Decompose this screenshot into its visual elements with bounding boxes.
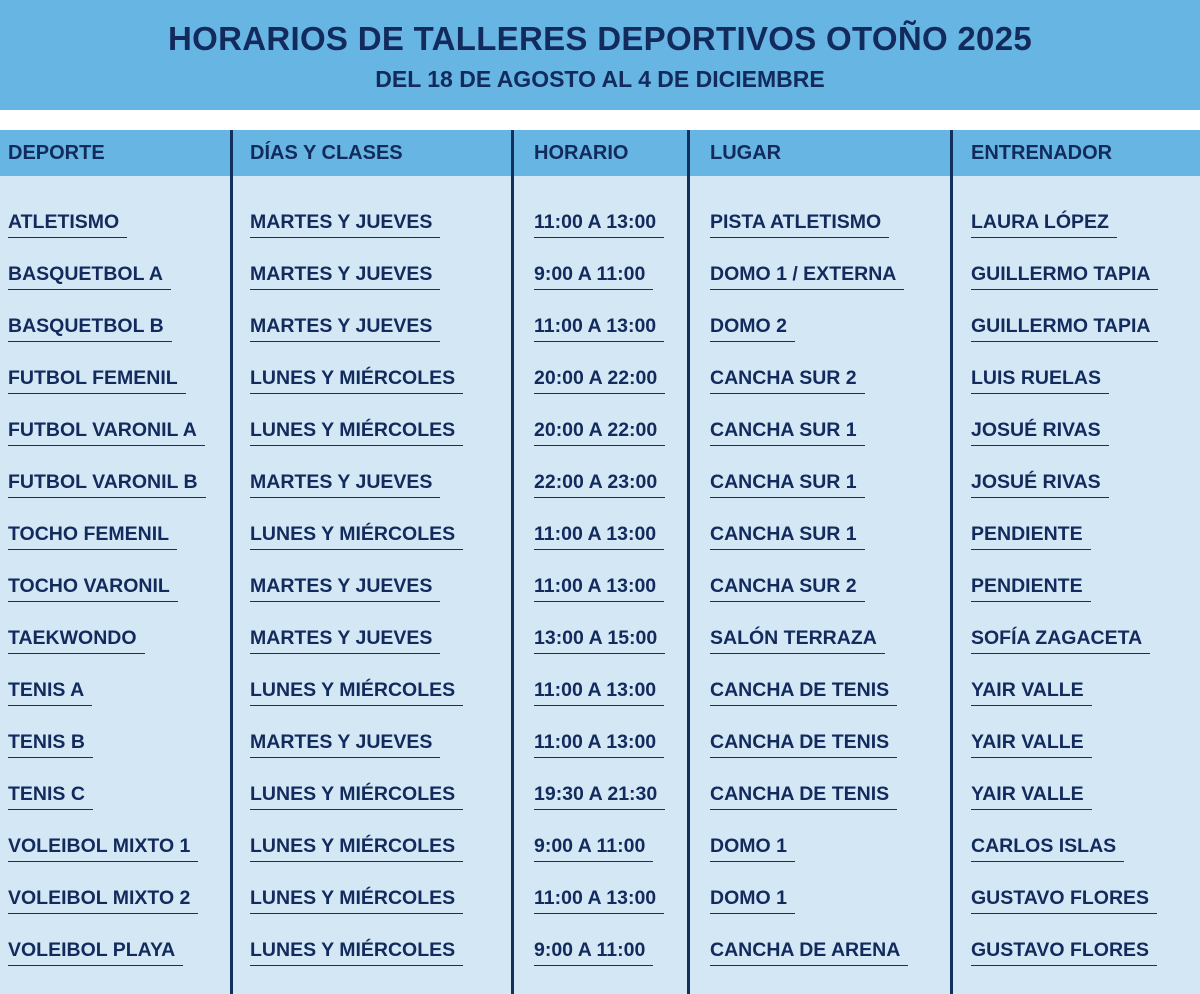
- cell-schedule: [534, 290, 684, 342]
- cell-text: 11:00 A 13:00: [534, 211, 657, 233]
- cell-text: PENDIENTE: [971, 523, 1083, 545]
- cell-schedule: [534, 810, 684, 862]
- table-row: [0, 706, 1200, 758]
- cell-place: [710, 446, 948, 498]
- table-row: [0, 654, 1200, 706]
- cell-schedule: [534, 394, 684, 446]
- cell-text: MARTES Y JUEVES: [250, 575, 433, 597]
- cell-days: [250, 810, 510, 862]
- cell-place: [710, 186, 948, 238]
- cell-text: DOMO 1: [710, 835, 787, 857]
- cell-sport: [8, 238, 228, 290]
- cell-text: LUNES Y MIÉRCOLES: [250, 523, 456, 545]
- cell-schedule: [534, 602, 684, 654]
- cell-text: MARTES Y JUEVES: [250, 471, 433, 493]
- cell-sport: [8, 342, 228, 394]
- cell-sport: [8, 914, 228, 966]
- cell-text: TOCHO VARONIL: [8, 575, 170, 597]
- cell-text: VOLEIBOL PLAYA: [8, 939, 176, 961]
- cell-days: [250, 550, 510, 602]
- cell-text: CANCHA DE ARENA: [710, 939, 901, 961]
- cell-days: [250, 290, 510, 342]
- cell-coach: [971, 602, 1196, 654]
- cell-schedule: [534, 342, 684, 394]
- cell-text: TOCHO FEMENIL: [8, 523, 170, 545]
- cell-text: ATLETISMO: [8, 211, 120, 233]
- cell-text: BASQUETBOL A: [8, 263, 163, 285]
- table-row: [0, 602, 1200, 654]
- cell-schedule: [534, 550, 684, 602]
- cell-schedule: [534, 758, 684, 810]
- cell-days: [250, 342, 510, 394]
- cell-text: GUSTAVO FLORES: [971, 887, 1150, 909]
- cell-text: MARTES Y JUEVES: [250, 731, 433, 753]
- cell-underline: [710, 965, 908, 967]
- cell-text: DOMO 1: [710, 887, 787, 909]
- table-row: [0, 914, 1200, 966]
- cell-text: JOSUÉ RIVAS: [971, 419, 1101, 441]
- table-row: [0, 498, 1200, 550]
- cell-text: MARTES Y JUEVES: [250, 627, 433, 649]
- table-row: [0, 758, 1200, 810]
- page-title: HORARIOS DE TALLERES DEPORTIVOS OTOÑO 2025: [167, 20, 1033, 57]
- column-header-sport: DEPORTE: [8, 142, 105, 164]
- cell-text: GUSTAVO FLORES: [971, 939, 1150, 961]
- cell-place: [710, 498, 948, 550]
- cell-place: [710, 342, 948, 394]
- table-row: [0, 862, 1200, 914]
- cell-text: LUIS RUELAS: [971, 367, 1102, 389]
- cell-sport: [8, 290, 228, 342]
- cell-text: LUNES Y MIÉRCOLES: [250, 679, 456, 701]
- cell-text: YAIR VALLE: [971, 783, 1084, 805]
- cell-text: CANCHA DE TENIS: [710, 783, 890, 805]
- cell-text: TENIS A: [8, 679, 85, 701]
- cell-coach: [971, 290, 1196, 342]
- cell-place: [710, 706, 948, 758]
- cell-text: GUILLERMO TAPIA: [971, 263, 1151, 285]
- cell-text: MARTES Y JUEVES: [250, 211, 433, 233]
- cell-sport: [8, 758, 228, 810]
- column-header-schedule: HORARIO: [534, 142, 629, 164]
- cell-coach: [971, 654, 1196, 706]
- cell-text: TAEKWONDO: [8, 627, 137, 649]
- cell-text: TENIS C: [8, 783, 85, 805]
- table-row: [0, 550, 1200, 602]
- cell-underline: [971, 965, 1157, 967]
- cell-text: CANCHA DE TENIS: [710, 679, 890, 701]
- cell-days: [250, 706, 510, 758]
- cell-text: 9:00 A 11:00: [534, 263, 646, 285]
- cell-sport: [8, 186, 228, 238]
- cell-days: [250, 914, 510, 966]
- cell-text: LUNES Y MIÉRCOLES: [250, 887, 456, 909]
- cell-place: [710, 394, 948, 446]
- cell-text: 9:00 A 11:00: [534, 939, 646, 961]
- cell-text: GUILLERMO TAPIA: [971, 315, 1151, 337]
- cell-days: [250, 394, 510, 446]
- cell-coach: [971, 706, 1196, 758]
- table-header-row: [0, 130, 1200, 176]
- cell-text: CANCHA SUR 1: [710, 471, 857, 493]
- cell-days: [250, 186, 510, 238]
- cell-schedule: [534, 446, 684, 498]
- cell-sport: [8, 394, 228, 446]
- cell-text: 11:00 A 13:00: [534, 731, 657, 753]
- cell-text: VOLEIBOL MIXTO 2: [8, 887, 191, 909]
- cell-text: 11:00 A 13:00: [534, 575, 657, 597]
- cell-sport: [8, 498, 228, 550]
- cell-underline: [8, 965, 183, 967]
- cell-text: 11:00 A 13:00: [534, 887, 657, 909]
- cell-text: PENDIENTE: [971, 575, 1083, 597]
- cell-sport: [8, 550, 228, 602]
- cell-text: FUTBOL VARONIL A: [8, 419, 197, 441]
- cell-coach: [971, 394, 1196, 446]
- cell-text: JOSUÉ RIVAS: [971, 471, 1101, 493]
- cell-text: 11:00 A 13:00: [534, 679, 657, 701]
- cell-sport: [8, 654, 228, 706]
- cell-sport: [8, 706, 228, 758]
- cell-text: CANCHA SUR 2: [710, 367, 857, 389]
- cell-text: TENIS B: [8, 731, 85, 753]
- cell-text: CANCHA SUR 1: [710, 419, 857, 441]
- cell-days: [250, 602, 510, 654]
- cell-text: CANCHA SUR 2: [710, 575, 857, 597]
- cell-text: SOFÍA ZAGACETA: [971, 627, 1143, 649]
- cell-text: PISTA ATLETISMO: [710, 211, 882, 233]
- column-header-days: DÍAS Y CLASES: [250, 142, 403, 164]
- title-banner: [0, 0, 1200, 110]
- cell-text: 20:00 A 22:00: [534, 419, 658, 441]
- cell-place: [710, 862, 948, 914]
- cell-coach: [971, 342, 1196, 394]
- cell-text: MARTES Y JUEVES: [250, 315, 433, 337]
- cell-place: [710, 758, 948, 810]
- cell-days: [250, 758, 510, 810]
- cell-coach: [971, 498, 1196, 550]
- cell-place: [710, 238, 948, 290]
- cell-coach: [971, 186, 1196, 238]
- cell-text: YAIR VALLE: [971, 679, 1084, 701]
- cell-text: DOMO 2: [710, 315, 787, 337]
- cell-underline: [250, 965, 463, 967]
- cell-place: [710, 654, 948, 706]
- page-subtitle: DEL 18 DE AGOSTO AL 4 DE DICIEMBRE: [375, 66, 825, 92]
- cell-text: YAIR VALLE: [971, 731, 1084, 753]
- cell-schedule: [534, 862, 684, 914]
- cell-schedule: [534, 914, 684, 966]
- cell-text: FUTBOL FEMENIL: [8, 367, 178, 389]
- cell-text: 22:00 A 23:00: [534, 471, 658, 493]
- table-row: [0, 446, 1200, 498]
- cell-sport: [8, 602, 228, 654]
- cell-text: FUTBOL VARONIL B: [8, 471, 198, 493]
- schedule-table: [0, 130, 1200, 994]
- cell-text: CARLOS ISLAS: [971, 835, 1117, 857]
- cell-schedule: [534, 706, 684, 758]
- table-row: [0, 342, 1200, 394]
- cell-text: LUNES Y MIÉRCOLES: [250, 419, 456, 441]
- table-row: [0, 810, 1200, 862]
- cell-place: [710, 810, 948, 862]
- cell-underline: [534, 965, 653, 967]
- cell-days: [250, 446, 510, 498]
- cell-text: CANCHA DE TENIS: [710, 731, 890, 753]
- cell-days: [250, 654, 510, 706]
- cell-text: 9:00 A 11:00: [534, 835, 646, 857]
- cell-coach: [971, 238, 1196, 290]
- table-row: [0, 290, 1200, 342]
- table-row: [0, 238, 1200, 290]
- cell-schedule: [534, 498, 684, 550]
- cell-coach: [971, 862, 1196, 914]
- column-header-coach: ENTRENADOR: [971, 142, 1113, 164]
- cell-text: 19:30 A 21:30: [534, 783, 658, 805]
- cell-schedule: [534, 654, 684, 706]
- cell-text: LAURA LÓPEZ: [971, 211, 1109, 233]
- cell-text: DOMO 1 / EXTERNA: [710, 263, 897, 285]
- cell-coach: [971, 758, 1196, 810]
- cell-days: [250, 498, 510, 550]
- table-row: [0, 394, 1200, 446]
- cell-schedule: [534, 238, 684, 290]
- cell-text: SALÓN TERRAZA: [710, 627, 877, 649]
- cell-text: 11:00 A 13:00: [534, 315, 657, 337]
- cell-place: [710, 550, 948, 602]
- cell-text: CANCHA SUR 1: [710, 523, 857, 545]
- cell-days: [250, 862, 510, 914]
- cell-text: LUNES Y MIÉRCOLES: [250, 783, 456, 805]
- cell-text: VOLEIBOL MIXTO 1: [8, 835, 191, 857]
- cell-schedule: [534, 186, 684, 238]
- cell-text: LUNES Y MIÉRCOLES: [250, 939, 456, 961]
- cell-coach: [971, 914, 1196, 966]
- column-header-place: LUGAR: [710, 142, 782, 164]
- cell-text: 13:00 A 15:00: [534, 627, 658, 649]
- cell-sport: [8, 446, 228, 498]
- cell-text: 20:00 A 22:00: [534, 367, 658, 389]
- cell-coach: [971, 810, 1196, 862]
- cell-sport: [8, 862, 228, 914]
- cell-text: LUNES Y MIÉRCOLES: [250, 835, 456, 857]
- cell-place: [710, 602, 948, 654]
- cell-text: LUNES Y MIÉRCOLES: [250, 367, 456, 389]
- cell-place: [710, 290, 948, 342]
- cell-coach: [971, 550, 1196, 602]
- cell-text: BASQUETBOL B: [8, 315, 164, 337]
- table-row: [0, 186, 1200, 238]
- cell-text: MARTES Y JUEVES: [250, 263, 433, 285]
- cell-coach: [971, 446, 1196, 498]
- cell-sport: [8, 810, 228, 862]
- cell-place: [710, 914, 948, 966]
- cell-days: [250, 238, 510, 290]
- cell-text: 11:00 A 13:00: [534, 523, 657, 545]
